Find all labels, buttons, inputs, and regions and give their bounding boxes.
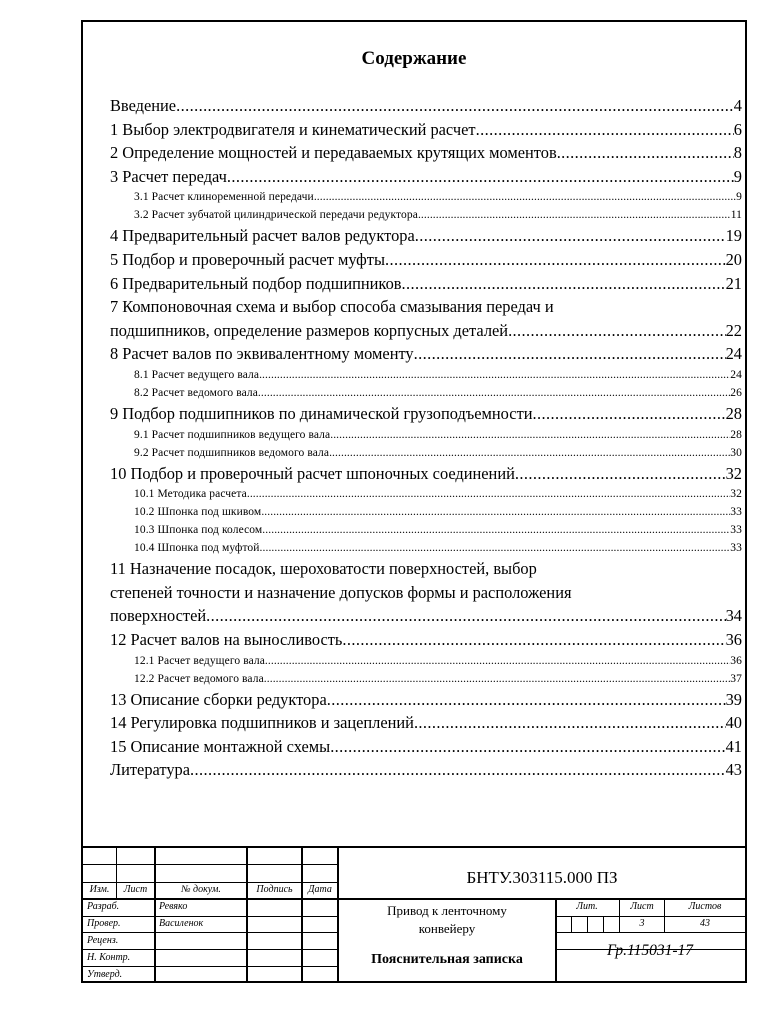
toc-page-number: 20 [725, 249, 742, 269]
toc-entry-line: 11 Назначение посадок, шероховатости поверхностей, выбор [110, 559, 537, 579]
toc-entry-line: степеней точности и назначение допусков формы и расположения [110, 582, 572, 602]
toc-leader-dots [508, 319, 726, 343]
toc-page-number: 9 [733, 166, 742, 186]
header-sheet: Лист [630, 901, 654, 912]
toc-entry[interactable] [110, 628, 742, 652]
toc-entry-label: 5 Подбор и проверочный расчет муфты [110, 249, 385, 269]
sheet-number: 3 [639, 918, 645, 929]
toc-page-number: 39 [725, 689, 742, 709]
toc-entry-label: поверхностей [110, 606, 207, 626]
toc-subentry[interactable] [110, 384, 742, 402]
toc-leader-dots [415, 224, 726, 248]
group-number: Гр.115031-17 [606, 942, 694, 959]
toc-entry[interactable] [110, 688, 742, 712]
toc-leader-dots [385, 248, 726, 272]
toc-page-number: 33 [730, 524, 742, 537]
toc-subentry[interactable] [110, 444, 742, 462]
document-code: БНТУ.303115.000 ПЗ [466, 868, 618, 887]
toc-leader-dots [330, 426, 730, 444]
toc-entry[interactable] [110, 735, 742, 759]
header-sheets-total: Листов [688, 901, 722, 912]
toc-leader-dots [327, 688, 726, 712]
toc-leader-dots [330, 735, 725, 759]
toc-entry-label: 9 Подбор подшипников по динамической грузоподъемности [110, 403, 533, 423]
toc-page-number: 28 [730, 428, 742, 441]
toc-leader-dots [342, 628, 725, 652]
toc-entry[interactable] [110, 165, 742, 189]
toc-leader-dots [329, 444, 730, 462]
toc-subentry[interactable] [110, 539, 742, 557]
toc-entry-label: Введение [110, 96, 177, 115]
toc-leader-dots [515, 462, 726, 486]
toc-leader-dots [557, 141, 734, 165]
toc-entry-label: 9.2 Расчет подшипников ведомого вала [134, 446, 330, 459]
toc-entry[interactable] [110, 319, 742, 343]
toc-subentry[interactable] [110, 426, 742, 444]
toc-entry[interactable] [110, 141, 742, 165]
toc-page-number: 32 [725, 463, 742, 483]
toc-entry-label: 12 Расчет валов на выносливость [110, 629, 343, 649]
header-izm: Изм. [89, 884, 110, 895]
role-approved: Утверд. [87, 969, 123, 980]
toc-leader-dots [227, 165, 734, 189]
toc-page-number: 37 [730, 672, 742, 685]
toc-entry-label: 13 Описание сборки редуктора [110, 689, 327, 709]
toc-page-number: 41 [725, 736, 742, 756]
toc-subentry[interactable] [110, 366, 742, 384]
toc-leader-dots [314, 188, 736, 206]
toc-page-number: 30 [730, 446, 742, 459]
toc-entry-label: 10 Подбор и проверочный расчет шпоночных соединений [110, 463, 515, 483]
toc-entry-label: 3.1 Расчет клиноременной передачи [134, 191, 314, 204]
toc-entry-label: 14 Регулировка подшипников и зацеплений [110, 713, 414, 733]
header-signature: Подпись [256, 884, 293, 895]
toc-subentry[interactable] [110, 521, 742, 539]
toc-entry-label: 10.4 Шпонка под муфтой [134, 542, 260, 555]
toc-entry[interactable] [110, 118, 742, 142]
toc-leader-dots [190, 758, 726, 782]
toc-page-number: 40 [725, 713, 742, 733]
toc-entry-label: 10.2 Шпонка под шкивом [134, 506, 262, 519]
toc-entry[interactable] [110, 402, 742, 426]
toc-entry-label: 4 Предварительный расчет валов редуктора [110, 226, 415, 246]
toc-page-number: 9 [736, 191, 742, 204]
sheets-total: 43 [700, 918, 710, 929]
table-of-contents [110, 94, 742, 782]
toc-leader-dots [262, 521, 730, 539]
toc-entry[interactable] [110, 248, 742, 272]
document-name-line-2: конвейеру [418, 921, 476, 936]
header-list: Лист [123, 884, 148, 895]
toc-entry-label: Литература [110, 760, 190, 780]
toc-entry-label: 15 Описание монтажной схемы [110, 736, 331, 756]
role-norm-control: Н. Контр. [87, 952, 131, 963]
toc-page-number: 33 [730, 542, 742, 555]
toc-subentry[interactable] [110, 188, 742, 206]
toc-entry-line: 7 Компоновочная схема и выбор способа смазывания передач и [110, 297, 554, 317]
toc-entry[interactable] [110, 94, 742, 118]
toc-subentry[interactable] [110, 485, 742, 503]
toc-entry-label: 12.1 Расчет ведущего вала [134, 654, 265, 667]
role-checker: Провер. [87, 918, 121, 929]
toc-leader-dots [247, 485, 730, 503]
toc-entry[interactable] [110, 272, 742, 296]
toc-entry-label: 12.2 Расчет ведомого вала [134, 672, 264, 685]
toc-entry-label: подшипников, определение размеров корпусных деталей [110, 320, 509, 340]
header-date: Дата [308, 884, 332, 895]
toc-leader-dots [176, 94, 734, 118]
document-name [339, 902, 555, 938]
toc-page-number: 34 [725, 606, 742, 626]
toc-page-number: 32 [730, 488, 742, 501]
toc-entry-label: 9.1 Расчет подшипников ведущего вала [134, 428, 331, 441]
toc-leader-dots [259, 366, 730, 384]
toc-page-number: 33 [730, 506, 742, 519]
developer-name: Ревяко [159, 901, 188, 912]
toc-entry[interactable] [110, 342, 742, 366]
title-block [83, 846, 745, 983]
toc-entry[interactable] [110, 462, 742, 486]
toc-page-number: 4 [733, 96, 742, 115]
toc-leader-dots [206, 604, 725, 628]
toc-page-number: 36 [725, 629, 742, 649]
toc-entry[interactable] [110, 224, 742, 248]
toc-entry-label: 8.2 Расчет ведомого вала [134, 386, 258, 399]
header-letter: Лит. [576, 901, 598, 912]
toc-entry-label: 8.1 Расчет ведущего вала [134, 368, 260, 381]
toc-leader-dots [265, 652, 730, 670]
toc-leader-dots [414, 711, 726, 735]
toc-leader-dots [476, 118, 734, 142]
toc-entry[interactable] [110, 711, 742, 735]
toc-entry-label: 8 Расчет валов по эквивалентному моменту [110, 344, 414, 364]
role-reviewer: Реценз. [87, 935, 119, 946]
toc-subentry[interactable] [110, 503, 742, 521]
toc-subentry[interactable] [110, 206, 742, 224]
toc-entry-label: 3 Расчет передач [110, 166, 227, 186]
toc-entry-label: 1 Выбор электродвигателя и кинематический расчет [110, 119, 476, 139]
toc-entry[interactable] [110, 604, 742, 628]
toc-leader-dots [533, 402, 726, 426]
toc-page-number: 22 [725, 320, 742, 340]
toc-page-number: 19 [725, 226, 742, 246]
toc-page-number: 26 [730, 386, 742, 399]
toc-entry-label: 6 Предварительный подбор подшипников [110, 273, 402, 293]
toc-page-number: 11 [730, 209, 742, 222]
toc-subentry[interactable] [110, 652, 742, 670]
toc-page-number: 24 [730, 368, 742, 381]
toc-leader-dots [258, 384, 730, 402]
toc-leader-dots [264, 670, 731, 688]
toc-page-number: 8 [733, 143, 742, 163]
toc-entry-label: 10.1 Методика расчета [134, 488, 247, 501]
toc-page-number: 43 [725, 760, 742, 780]
toc-page-number: 36 [730, 654, 742, 667]
page-title: Содержание [361, 48, 467, 69]
toc-leader-dots [418, 206, 731, 224]
toc-entry-label: 10.3 Шпонка под колесом [134, 524, 263, 537]
toc-entry-label: 3.2 Расчет зубчатой цилиндрической передачи редуктора [134, 209, 418, 222]
toc-leader-dots [261, 503, 730, 521]
document-frame [81, 20, 747, 983]
toc-subentry[interactable] [110, 670, 742, 688]
document-type: Пояснительная записка [371, 952, 523, 967]
checker-name: Василенок [159, 918, 204, 929]
toc-leader-dots [402, 272, 726, 296]
toc-page-number: 28 [725, 403, 742, 423]
header-doc-number: № докум. [181, 884, 221, 895]
toc-entry[interactable] [110, 758, 742, 782]
toc-page-number: 6 [733, 119, 742, 139]
role-developer: Разраб. [87, 901, 120, 912]
toc-entry-label: 2 Определение мощностей и передаваемых крутящих моментов [110, 143, 557, 163]
toc-page-number: 24 [725, 344, 742, 364]
toc-leader-dots [414, 342, 726, 366]
toc-leader-dots [260, 539, 731, 557]
toc-page-number: 21 [725, 273, 742, 293]
document-name-line-1: Привод к ленточному [387, 903, 507, 918]
